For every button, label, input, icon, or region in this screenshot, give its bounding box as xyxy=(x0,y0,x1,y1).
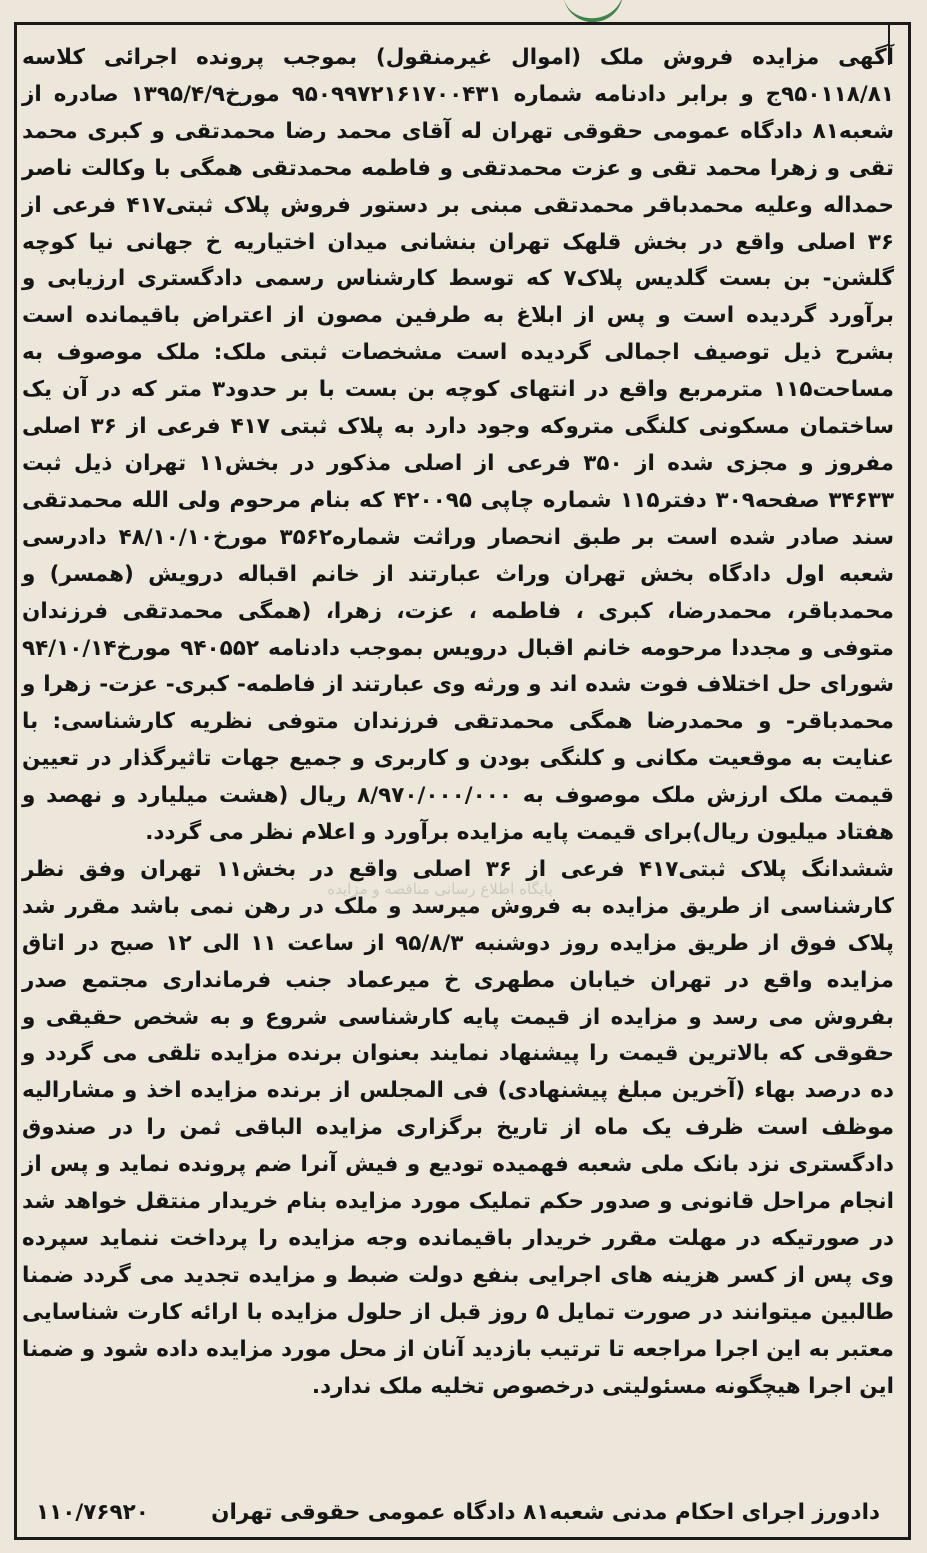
watermark-text: پایگاه اطلاع رسانی مناقصه و مزایده xyxy=(327,880,553,898)
reference-number: ۱۱۰/۷۶۹۲۰ xyxy=(36,1500,149,1525)
notice-paragraph-2: ششدانگ پلاک ثبتی۴۱۷ فرعی از ۳۶ اصلی واقع در بخش۱۱ تهران وفق نظر کارشناسی از طریق مزایده به فروش میرسد و ملک در رهن نمی باشد مقرر شد پلاک فوق از طریق مزایده روز دوشنبه ۹۵/۸/۳ از ساعت ۱۱ الی ۱۲ صبح در اتاق مزایده واقع در تهران خیابان مطهری خ میرعماد جنب فرمانداری مجتمع صدر بفروش می رسد و مزایده از قیمت پایه کارشناسی شروع و به شخص حقیقی و حقوقی که بالاترین قیمت را پیشنهاد نمایند بعنوان برنده مزایده تلقی می گردد و ده درصد بهاء (آخرین مبلغ پیشنهادی) فی المجلس از برنده مزایده اخذ و مشارالیه موظف است ظرف یک ماه از تاریخ برگزاری مزایده الباقی ثمن را در صندوق دادگستری نزد بانک ملی شعبه فهمیده تودیع و فیش آنرا ضم پرونده نماید و پس از انجام مراحل قانونی و صدور حکم تملیک مورد مزایده بنام خریدار منتقل خواهد شد در صورتیکه در مهلت مقرر خریدار باقیمانده وجه مزایده را پرداخت ننماید سپرده وی پس از کسر هزینه های اجرایی بنفع دولت ضبط و مزایده تجدید می گردد ضمنا طالبین میتوانند در صورت تمایل ۵ روز قبل از حلول مزایده با ارائه کارت شناسایی معتبر به این اجرا مراجعه تا ترتیب بازدید آنان از محل مورد مزایده داده شود و ضمنا این اجرا هیچگونه مسئولیتی درخصوص تخلیه ملک ندارد. xyxy=(22,856,895,1399)
notice-body xyxy=(22,40,894,1406)
signature-line: دادورز اجرای احکام مدنی شعبه۸۱ دادگاه عمومی حقوقی تهران xyxy=(211,1500,880,1525)
notice-paragraph-1: آگهی مزایده فروش ملک (اموال غیرمنقول) بموجب پرونده اجرائی کلاسه ۹۵۰۱۱۸/۸۱ج و برابر دادنامه شماره ۹۵۰۹۹۷۲۱۶۱۷۰۰۴۳۱ مورخ۱۳۹۵/۴/۹ صادره از شعبه۸۱ دادگاه عمومی حقوقی تهران له آقای محمد رضا محمدتقی و کبری محمد تقی و زهرا محمد تقی و عزت محمدتقی و فاطمه محمدتقی همگی با وکالت ناصر حمداله وعلیه محمدباقر محمدتقی مبنی بر دستور فروش پلاک ثبتی۴۱۷ فرعی از ۳۶ اصلی واقع در بخش قلهک تهران بنشانی میدان اختیاریه خ جهانی نیا کوچه گلشن- بن بست گلدیس پلاک۷ که توسط کارشناس رسمی دادگستری ارزیابی و برآورد گردیده است و پس از ابلاغ به طرفین مصون از اعتراض باقیمانده است بشرح ذیل توصیف اجمالی گردیده است مشخصات ثبتی ملک: ملک موصوف به مساحت۱۱۵ مترمربع واقع در انتهای کوچه بن بست با بر حدود۳ متر که در آن یک ساختمان مسکونی کلنگی متروکه وجود دارد به پلاک ثبتی ۴۱۷ فرعی از ۳۶ اصلی مفروز و مجزی شده از ۳۵۰ فرعی از اصلی مذکور در بخش۱۱ تهران ذیل ثبت ۳۴۶۳۳ صفحه۳۰۹ دفتر۱۱۵ شماره چاپی ۴۲۰۰۹۵ که بنام مرحوم ولی الله محمدتقی سند صادر شده است بر طبق انحصار وراثت شماره۳۵۶۲ مورخ۴۸/۱۰/۱۰ دادرسی شعبه اول دادگاه بخش تهران وراث عبارتند از خانم اقباله درویش (همسر) و محمدباقر، محمدرضا، کبری ، فاطمه ، عزت، زهرا، (همگی محمدتقی فرزندان متوفی و مجددا مرحومه خانم اقبال درویس بموجب دادنامه ۹۴۰۵۵۲ مورخ۹۴/۱۰/۱۴ شورای حل اختلاف فوت شده اند و ورثه وی عبارتند از فاطمه- کبری- عزت- زهرا و محمدباقر- و محمدرضا همگی محمدتقی فرزندان متوفی نظریه کارشناسی: با عنایت به موقعیت مکانی و کلنگی بودن و کاربری و جمیع جهات تاثیرگذار در تعیین قیمت ملک ارزش ملک موصوف به ۸/۹۷۰/۰۰۰/۰۰۰ ریال (هشت میلیارد و نهصد و هفتاد میلیون ریال)برای قیمت پایه مزایده برآورد و اعلام نظر می گردد. xyxy=(22,45,895,846)
notice-footer xyxy=(36,1500,880,1525)
